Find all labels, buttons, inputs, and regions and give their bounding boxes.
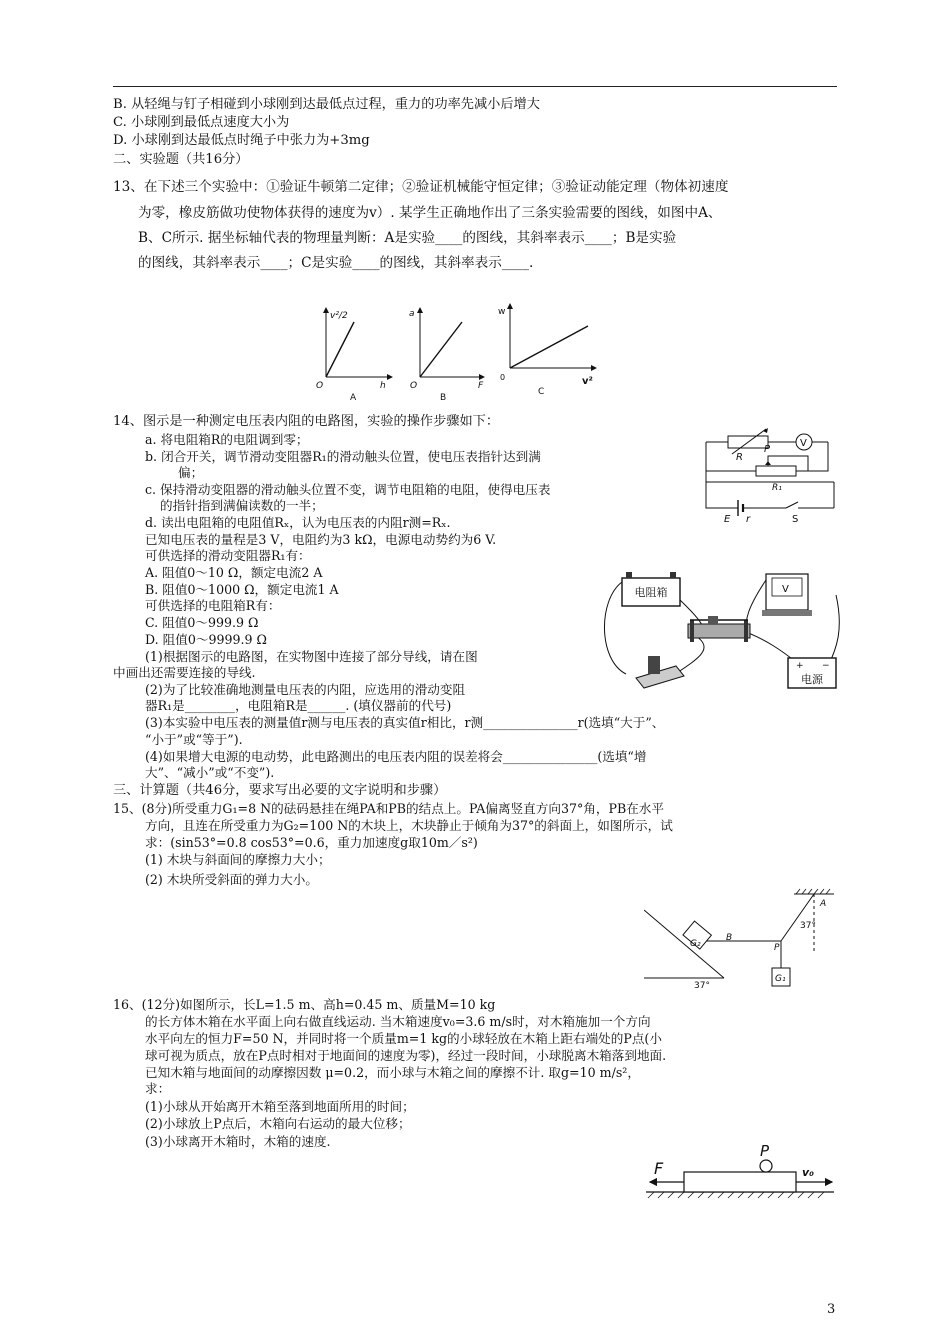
q13-graphs	[312, 300, 612, 406]
q14-part-4-cont: 大”、“减小”或“不变”).	[145, 765, 275, 780]
q14-choice-a: A. 阻值0～10 Ω，额定电流2 A	[145, 565, 323, 580]
q14-known: 已知电压表的量程是3 V，电阻约为3 kΩ，电源电动势约为6 V.	[145, 532, 497, 547]
q14-circuit-diagram	[698, 424, 838, 528]
q14-r1-heading: 可供选择的滑动变阻器R₁有：	[145, 548, 311, 563]
q14-apparatus-diagram	[596, 570, 846, 692]
q16-line-3: 水平向左的恒力F=50 N，并同时将一个质量m=1 kg的小球轻放在木箱上距右端处的P点(小	[145, 1031, 662, 1046]
graph-a-xlabel: h	[380, 381, 386, 391]
fig15-angle-incline: 37°	[694, 981, 710, 991]
section-3-heading: 三、计算题（共46分，要求写出必要的文字说明和步骤）	[113, 783, 447, 798]
graph-a	[316, 308, 392, 403]
page-number: 3	[827, 1302, 836, 1317]
q15-line-3: 求：(sin53°=0.8 cos53°=0.6，重力加速度g取10m／s²)	[145, 835, 478, 850]
fig15-angle-top: 37°	[800, 921, 816, 931]
q16-part-1: (1)小球从开始离开木箱至落到地面所用的时间；	[145, 1099, 415, 1114]
fig15-g2: G₂	[690, 939, 701, 949]
circuit-r-label: R	[736, 452, 743, 463]
q14-part-2: (2)为了比较准确地测量电压表的内阻，应选用的滑动变阻	[145, 682, 466, 697]
q16-part-2: (2)小球放上P点后，木箱向右运动的最大位移；	[145, 1116, 411, 1131]
q16-figure	[644, 1140, 840, 1206]
q16-line-1: 16、(12分)如图所示，长L=1.5 m、高h=0.45 m、质量M=10 kg	[113, 997, 496, 1012]
q16-line-6: 求：	[145, 1081, 171, 1096]
q14-step-b-cont: 偏；	[178, 465, 204, 480]
q15-figure	[644, 888, 840, 998]
graph-a-label: A	[350, 393, 357, 403]
q14-part-2-cont: 器R₁是________，电阻箱R是______. (填仪器前的代号)	[145, 698, 452, 713]
circuit-r1-label: R₁	[772, 483, 782, 493]
apparatus-box-label: 电阻箱	[634, 586, 668, 599]
apparatus-plus: +	[796, 661, 804, 671]
graph-c-ylabel: w	[498, 307, 506, 317]
option-d: D. 小球刚到达最低点时绳子中张力为+3mg	[113, 133, 370, 148]
graph-b	[409, 308, 484, 403]
q15-part-1: (1) 木块与斜面间的摩擦力大小；	[145, 852, 331, 867]
q15-line-1: 15、(8分)所受重力G₁=8 N的砝码悬挂在绳PA和PB的结点上。PA偏离竖直方向37°角，PB在水平	[113, 801, 664, 816]
q14-line-1: 14、图示是一种测定电压表内阻的电路图，实验的操作步骤如下：	[113, 414, 500, 429]
graph-b-ylabel: a	[409, 309, 415, 319]
circuit-v-label: V	[800, 438, 807, 449]
q14-part-4: (4)如果增大电源的电动势，此电路测出的电压表内阻的误差将会_______________(选填“增	[145, 749, 647, 764]
q16-line-2: 的长方体木箱在水平面上向右做直线运动. 当木箱速度v₀=3.6 m/s时，对木箱施加一个方向	[145, 1014, 651, 1029]
option-c: C. 小球刚到最低点速度大小为	[113, 115, 290, 130]
q14-step-b: b. 闭合开关，调节滑动变阻器R₁的滑动触头位置，使电压表指针达到满	[145, 449, 541, 464]
fig15-p: P	[774, 943, 780, 953]
graph-c	[498, 304, 596, 397]
graph-c-label: C	[538, 387, 545, 397]
q14-step-c: c. 保持滑动变阻器的滑动触头位置不变，调节电阻箱的电阻，使得电压表	[145, 482, 551, 497]
apparatus-minus: −	[822, 661, 830, 671]
fig15-g1: G₁	[775, 974, 786, 984]
q14-step-a: a. 将电阻箱R的电阻调到零；	[145, 432, 309, 447]
q14-part-1-cont: 中画出还需要连接的导线.	[113, 665, 256, 680]
circuit-rint-label: r	[746, 514, 751, 525]
graph-c-xlabel: v²	[582, 376, 593, 387]
q15-line-2: 方向，且连在所受重力为G₂=100 N的木块上，木块静止于倾角为37°的斜面上，如图所示，试	[145, 818, 673, 833]
fig15-a: A	[820, 899, 827, 909]
graph-a-origin: O	[316, 381, 324, 391]
circuit-e-label: E	[724, 514, 731, 525]
top-rule	[113, 86, 837, 87]
graph-b-label: B	[440, 393, 447, 403]
circuit-p-label: P	[764, 444, 771, 455]
graph-c-origin: 0	[500, 373, 506, 382]
q13-line-3: B、C所示. 据坐标轴代表的物理量判断：A是实验____的图线，其斜率表示____；B是实验	[138, 230, 677, 246]
q14-choice-b: B. 阻值0～1000 Ω，额定电流1 A	[145, 582, 339, 597]
q16-line-4: 球可视为质点，放在P点时相对于地面间的速度为零)，经过一段时间，小球脱离木箱落到地面.	[145, 1048, 667, 1063]
q14-choice-d: D. 阻值0～9999.9 Ω	[145, 632, 267, 647]
apparatus-source-label: 电源	[801, 673, 823, 686]
q14-r-heading: 可供选择的电阻箱R有：	[145, 598, 281, 613]
q16-line-5: 已知木箱与地面间的动摩擦因数 μ=0.2，而小球与木箱之间的摩擦不计. 取g=10 m/s²，	[145, 1065, 640, 1080]
graph-a-ylabel: v²/2	[330, 311, 348, 321]
q15-part-2: (2) 木块所受斜面的弹力大小。	[145, 872, 318, 887]
graph-b-xlabel: F	[478, 381, 484, 391]
fig15-b: B	[726, 933, 733, 943]
fig16-v0: v₀	[802, 1166, 814, 1179]
apparatus-voltmeter-v: V	[782, 584, 789, 595]
graph-b-origin: O	[410, 381, 418, 391]
q14-step-c-cont: 的指针指到满偏读数的一半；	[160, 498, 324, 513]
section-2-heading: 二、实验题（共16分）	[113, 152, 249, 167]
q13-line-1: 13、在下述三个实验中：①验证牛顿第二定律；②验证机械能守恒定律；③验证动能定理（物体初速度	[113, 179, 729, 195]
q14-step-d: d. 读出电阻箱的电阻值Rₓ，认为电压表的内阻r测=Rₓ.	[145, 515, 451, 530]
q14-part-1: (1)根据图示的电路图，在实物图中连接了部分导线，请在图	[145, 649, 478, 664]
q14-choice-c: C. 阻值0～999.9 Ω	[145, 615, 259, 630]
q16-part-3: (3)小球离开木箱时，木箱的速度.	[145, 1134, 331, 1149]
circuit-s-label: S	[792, 514, 799, 525]
q14-part-3-cont: “小于”或“等于”).	[145, 732, 243, 747]
fig16-f: F	[654, 1159, 664, 1178]
fig16-p: P	[760, 1142, 770, 1160]
option-b: B. 从轻绳与钉子相碰到小球刚到达最低点过程，重力的功率先减小后增大	[113, 97, 540, 112]
q13-line-2: 为零，橡皮筋做功使物体获得的速度为v）. 某学生正确地作出了三条实验需要的图线，如图中A、	[138, 205, 722, 221]
q14-part-3: (3)本实验中电压表的测量值r测与电压表的真实值r相比，r测_______________r(选填“大于”、	[145, 715, 665, 730]
q13-line-4: 的图线，其斜率表示____；C是实验____的图线，其斜率表示____.	[138, 255, 534, 271]
